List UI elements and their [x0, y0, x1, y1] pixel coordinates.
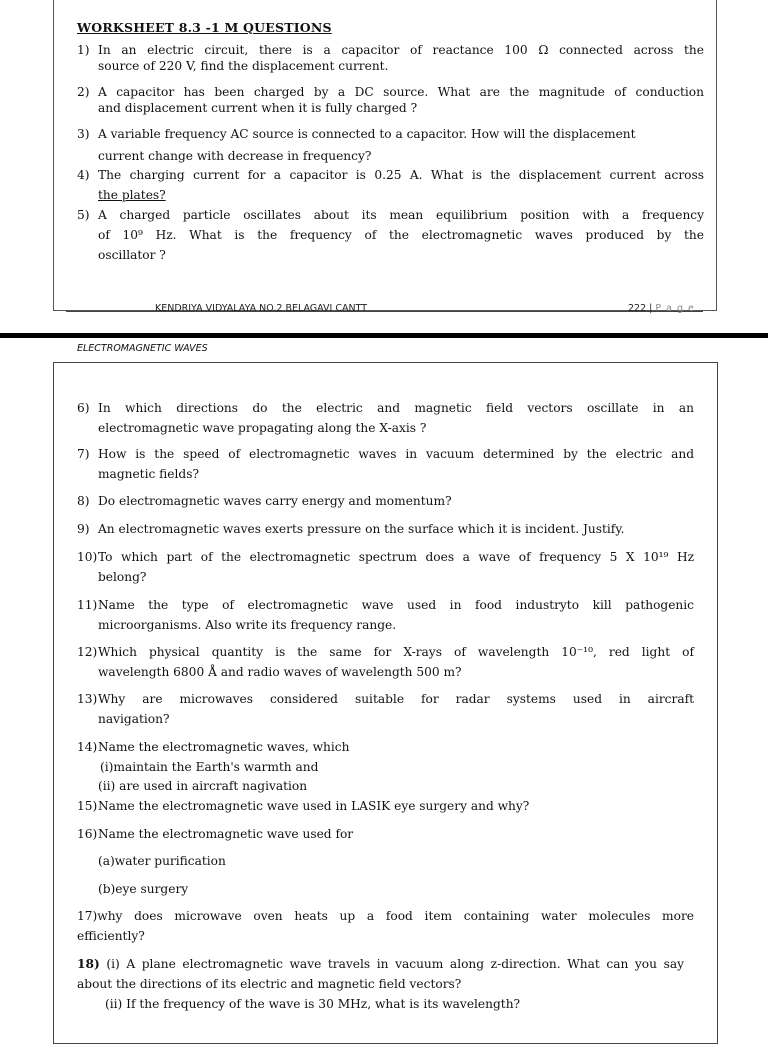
- question-3: [77, 124, 704, 164]
- question-18: [77, 954, 684, 1014]
- question-text-line: (a)water purification: [98, 854, 226, 868]
- question-number: 11): [77, 598, 98, 612]
- question-number: 14): [77, 740, 98, 754]
- question-text-line: the plates?: [98, 188, 166, 202]
- question-text-line: why does microwave oven heats up a food item containing water molecules more: [97, 909, 694, 923]
- question-text-line: (i)maintain the Earth's warmth and: [100, 760, 319, 774]
- question-14-part-ii: [98, 776, 307, 796]
- question-text-line: To which part of the electromagnetic spectrum does a wave of frequency 5 X 10¹⁹ Hz: [98, 550, 694, 564]
- question-16-part-a: [98, 851, 226, 871]
- question-text-line: In an electric circuit, there is a capacitor of reactance 100 Ω connected across the: [98, 43, 704, 57]
- question-text-line: Name the type of electromagnetic wave used in food industryto kill pathogenic: [98, 598, 694, 612]
- question-number: 1): [77, 43, 90, 57]
- worksheet-title: WORKSHEET 8.3 -1 M QUESTIONS: [77, 20, 332, 35]
- question-number: 5): [77, 208, 90, 222]
- question-text-line: source of 220 V, find the displacement current.: [98, 59, 389, 73]
- question-text-line: and displacement current when it is fully charged ?: [98, 101, 418, 115]
- question-18-line-1: [77, 954, 684, 974]
- question-number: 9): [77, 522, 90, 536]
- page-number: 222 |: [628, 303, 656, 314]
- question-text-line: An electromagnetic waves exerts pressure on the surface which it is incident. Justify.: [98, 522, 625, 536]
- question-text-line: efficiently?: [77, 929, 145, 943]
- question-1: [77, 40, 704, 80]
- section-header: ELECTROMAGNETIC WAVES: [77, 343, 208, 354]
- footer-school: KENDRIYA VIDYALAYA NO.2 BELAGAVI CANTT: [155, 303, 368, 314]
- question-2: [77, 82, 704, 122]
- question-text-line: Why are microwaves considered suitable for radar systems used in aircraft: [98, 692, 694, 706]
- question-17-line-1: [77, 906, 694, 926]
- question-number: 12): [77, 645, 98, 659]
- question-text-line: Name the electromagnetic waves, which: [98, 740, 350, 754]
- question-text-line: microorganisms. Also write its frequency range.: [98, 618, 397, 632]
- question-text-line: (ii) are used in aircraft nagivation: [98, 779, 308, 793]
- question-number: 4): [77, 168, 90, 182]
- question-number: 18): [77, 957, 100, 971]
- footer-page: [628, 303, 695, 314]
- question-5: [77, 205, 704, 265]
- question-16-part-b: [98, 879, 188, 899]
- question-text-line: navigation?: [98, 712, 170, 726]
- question-number: 13): [77, 692, 98, 706]
- question-number: 10): [77, 550, 98, 564]
- question-text-line: Which physical quantity is the same for X-rays of wavelength 10⁻¹⁰, red light of: [98, 645, 694, 659]
- question-number: 15): [77, 799, 98, 813]
- question-text-line: (i) A plane electromagnetic wave travels in vacuum along z-direction. What can you say: [106, 957, 685, 971]
- question-text-line: (ii) If the frequency of the wave is 30 MHz, what is its wavelength?: [105, 997, 521, 1011]
- question-text-line: The charging current for a capacitor is 0.25 A. What is the displacement current across: [98, 168, 704, 182]
- question-text-line: A capacitor has been charged by a DC source. What are the magnitude of conduction: [98, 85, 704, 99]
- question-text-line: electromagnetic wave propagating along the X-axis ?: [98, 421, 427, 435]
- question-number: 7): [77, 447, 90, 461]
- question-text-line: Do electromagnetic waves carry energy and momentum?: [98, 494, 452, 508]
- question-text-line: How is the speed of electromagnetic waves in vacuum determined by the electric and: [98, 447, 694, 461]
- question-text-line: belong?: [98, 570, 147, 584]
- question-text-line: magnetic fields?: [98, 467, 200, 481]
- question-text-line: In which directions do the electric and magnetic field vectors oscillate in an: [98, 401, 694, 415]
- question-number: 17): [77, 909, 98, 923]
- page-divider: [0, 333, 768, 338]
- question-4: [77, 165, 704, 205]
- question-text-line: A charged particle oscillates about its mean equilibrium position with a frequency: [98, 208, 704, 222]
- question-text-line: about the directions of its electric and magnetic field vectors?: [77, 977, 462, 991]
- question-17: [77, 906, 694, 946]
- question-text-line: of 10⁹ Hz. What is the frequency of the electromagnetic waves produced by the: [98, 228, 704, 242]
- question-number: 8): [77, 494, 90, 508]
- question-text-line: Name the electromagnetic wave used for: [98, 827, 354, 841]
- question-text-line: (b)eye surgery: [98, 882, 189, 896]
- question-text-line: wavelength 6800 Å and radio waves of wavelength 500 m?: [98, 665, 462, 679]
- question-number: 3): [77, 127, 90, 141]
- question-text-line: current change with decrease in frequency?: [98, 149, 372, 163]
- question-number: 6): [77, 401, 90, 415]
- page-word: P a g e: [655, 303, 695, 314]
- question-text-line: A variable frequency AC source is connected to a capacitor. How will the displacement: [98, 127, 636, 141]
- question-text-line: Name the electromagnetic wave used in LASIK eye surgery and why?: [98, 799, 530, 813]
- question-text-line: oscillator ?: [98, 248, 166, 262]
- question-number: 16): [77, 827, 98, 841]
- question-14-part-i: [100, 757, 318, 777]
- question-number: 2): [77, 85, 90, 99]
